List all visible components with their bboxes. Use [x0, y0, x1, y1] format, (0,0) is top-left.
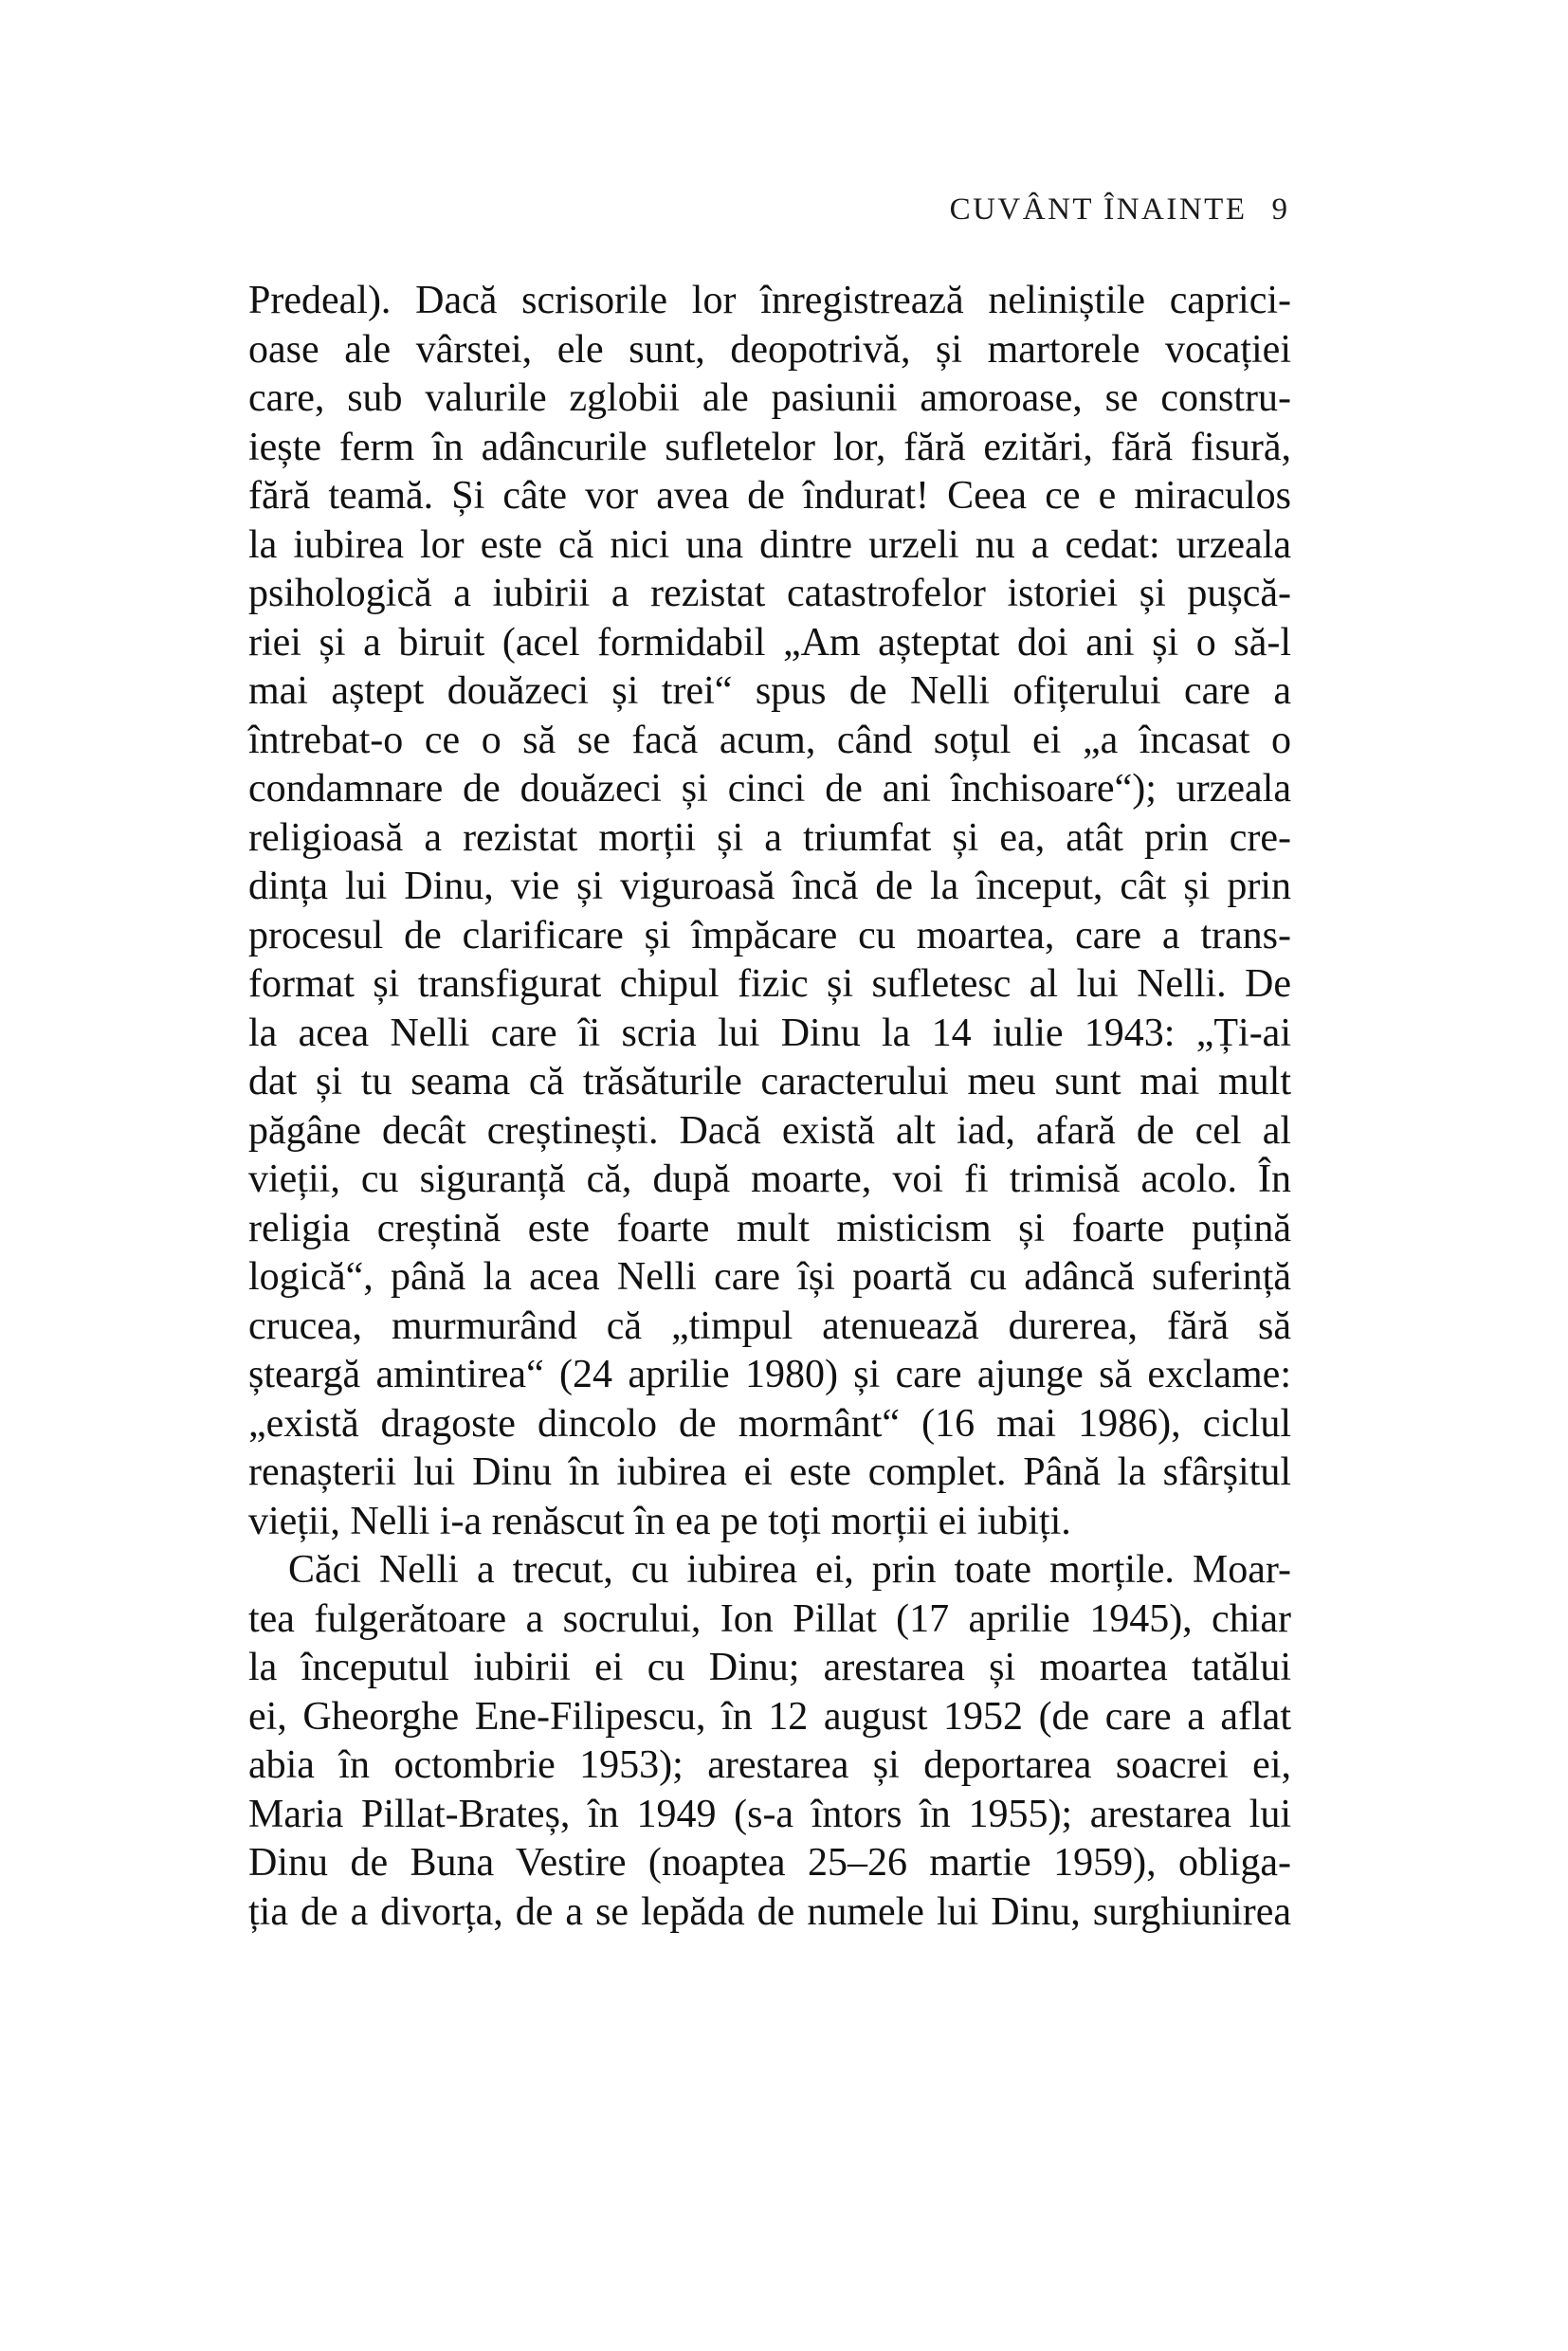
paragraph-end-line: vieții, Nelli i-a renăscut în ea pe toți morții ei iubiți. [248, 1499, 1071, 1543]
text-line: păgâne decât creștinești. Dacă există alt iad, afară de cel al [248, 1108, 1291, 1153]
text-line: la iubirea lor este că nici una dintre urzeli nu a cedat: urzeala [248, 522, 1291, 567]
text-line: mai aștept douăzeci și trei“ spus de Nelli ofițerului care a [248, 669, 1291, 713]
text-line: care, sub valurile zglobii ale pasiunii amoroase, se constru- [248, 376, 1291, 420]
text-line: procesul de clarificare și împăcare cu moartea, care a trans- [248, 913, 1291, 957]
text-line: șteargă amintirea“ (24 aprilie 1980) și care ajunge să exclame: [248, 1353, 1291, 1396]
text-line: vieții, cu siguranță că, după moarte, voi fi trimisă acolo. În [248, 1157, 1291, 1201]
text-line: ția de a divorța, de a se lepăda de numele lui Dinu, surghiunirea [248, 1889, 1291, 1934]
text-line: format și transfigurat chipul fizic și sufletesc al lui Nelli. De [248, 962, 1291, 1006]
body-text [248, 277, 1291, 1937]
text-line: crucea, murmurând că „timpul atenuează durerea, fără să [248, 1303, 1291, 1348]
text-line: iește ferm în adâncurile sufletelor lor, fără ezitări, fără fisură, [248, 425, 1291, 469]
text-line: întrebat-o ce o să se facă acum, când soțul ei „a încasat o [248, 718, 1291, 762]
text-line: renașterii lui Dinu în iubirea ei este complet. Până la sfârșitul [248, 1450, 1291, 1494]
text-line: religia creștină este foarte mult misticism și foarte puțină [248, 1206, 1291, 1250]
text-line: „există dragoste dincolo de mormânt“ (16 mai 1986), ciclul [248, 1401, 1291, 1446]
page-number: 9 [1271, 192, 1287, 227]
text-line: ei, Gheorghe Ene-Filipescu, în 12 august 1952 (de care a aflat [248, 1694, 1291, 1739]
text-line: condamnare de douăzeci și cinci de ani închisoare“); urzeala [248, 767, 1291, 811]
text-line: dat și tu seama că trăsăturile caracterului meu sunt mai mult [248, 1060, 1291, 1103]
text-line: religioasă a rezistat morții și a triumfat și ea, atât prin cre- [248, 815, 1291, 860]
running-head-title: CUVÂNT ÎNAINTE [949, 192, 1248, 227]
text-line: logică“, până la acea Nelli care își poartă cu adâncă suferință [248, 1255, 1291, 1299]
paragraph-start-line: Căci Nelli a trecut, cu iubirea ei, prin toate morțile. Moar- [288, 1548, 1291, 1592]
text-line: abia în octombrie 1953); arestarea și deportarea soacrei ei, [248, 1743, 1291, 1787]
text-line: Predeal). Dacă scrisorile lor înregistrează neliniștile caprici- [248, 279, 1291, 322]
text-line: riei și a biruit (acel formidabil „Am așteptat doi ani și o să-l [248, 620, 1291, 665]
text-line: la acea Nelli care îi scria lui Dinu la 14 iulie 1943: „Ți-ai [248, 1011, 1291, 1055]
text-line: oase ale vârstei, ele sunt, deopotrivă, și martorele vocației [248, 327, 1291, 372]
running-head [950, 192, 1287, 228]
text-line: fără teamă. Și câte vor avea de îndurat! Ceea ce e miraculos [248, 474, 1291, 518]
text-line: tea fulgerătoare a socrului, Ion Pillat (17 aprilie 1945), chiar [248, 1596, 1291, 1641]
text-line: Dinu de Buna Vestire (noaptea 25–26 martie 1959), obliga- [248, 1841, 1291, 1885]
text-line: la începutul iubirii ei cu Dinu; arestarea și moartea tatălui [248, 1646, 1291, 1689]
text-line: dința lui Dinu, vie și viguroasă încă de la început, cât și prin [248, 865, 1291, 908]
text-line: psihologică a iubirii a rezistat catastrofelor istoriei și pușcă- [248, 572, 1291, 615]
text-line: Maria Pillat-Brateș, în 1949 (s-a întors în 1955); arestarea lui [248, 1792, 1291, 1836]
